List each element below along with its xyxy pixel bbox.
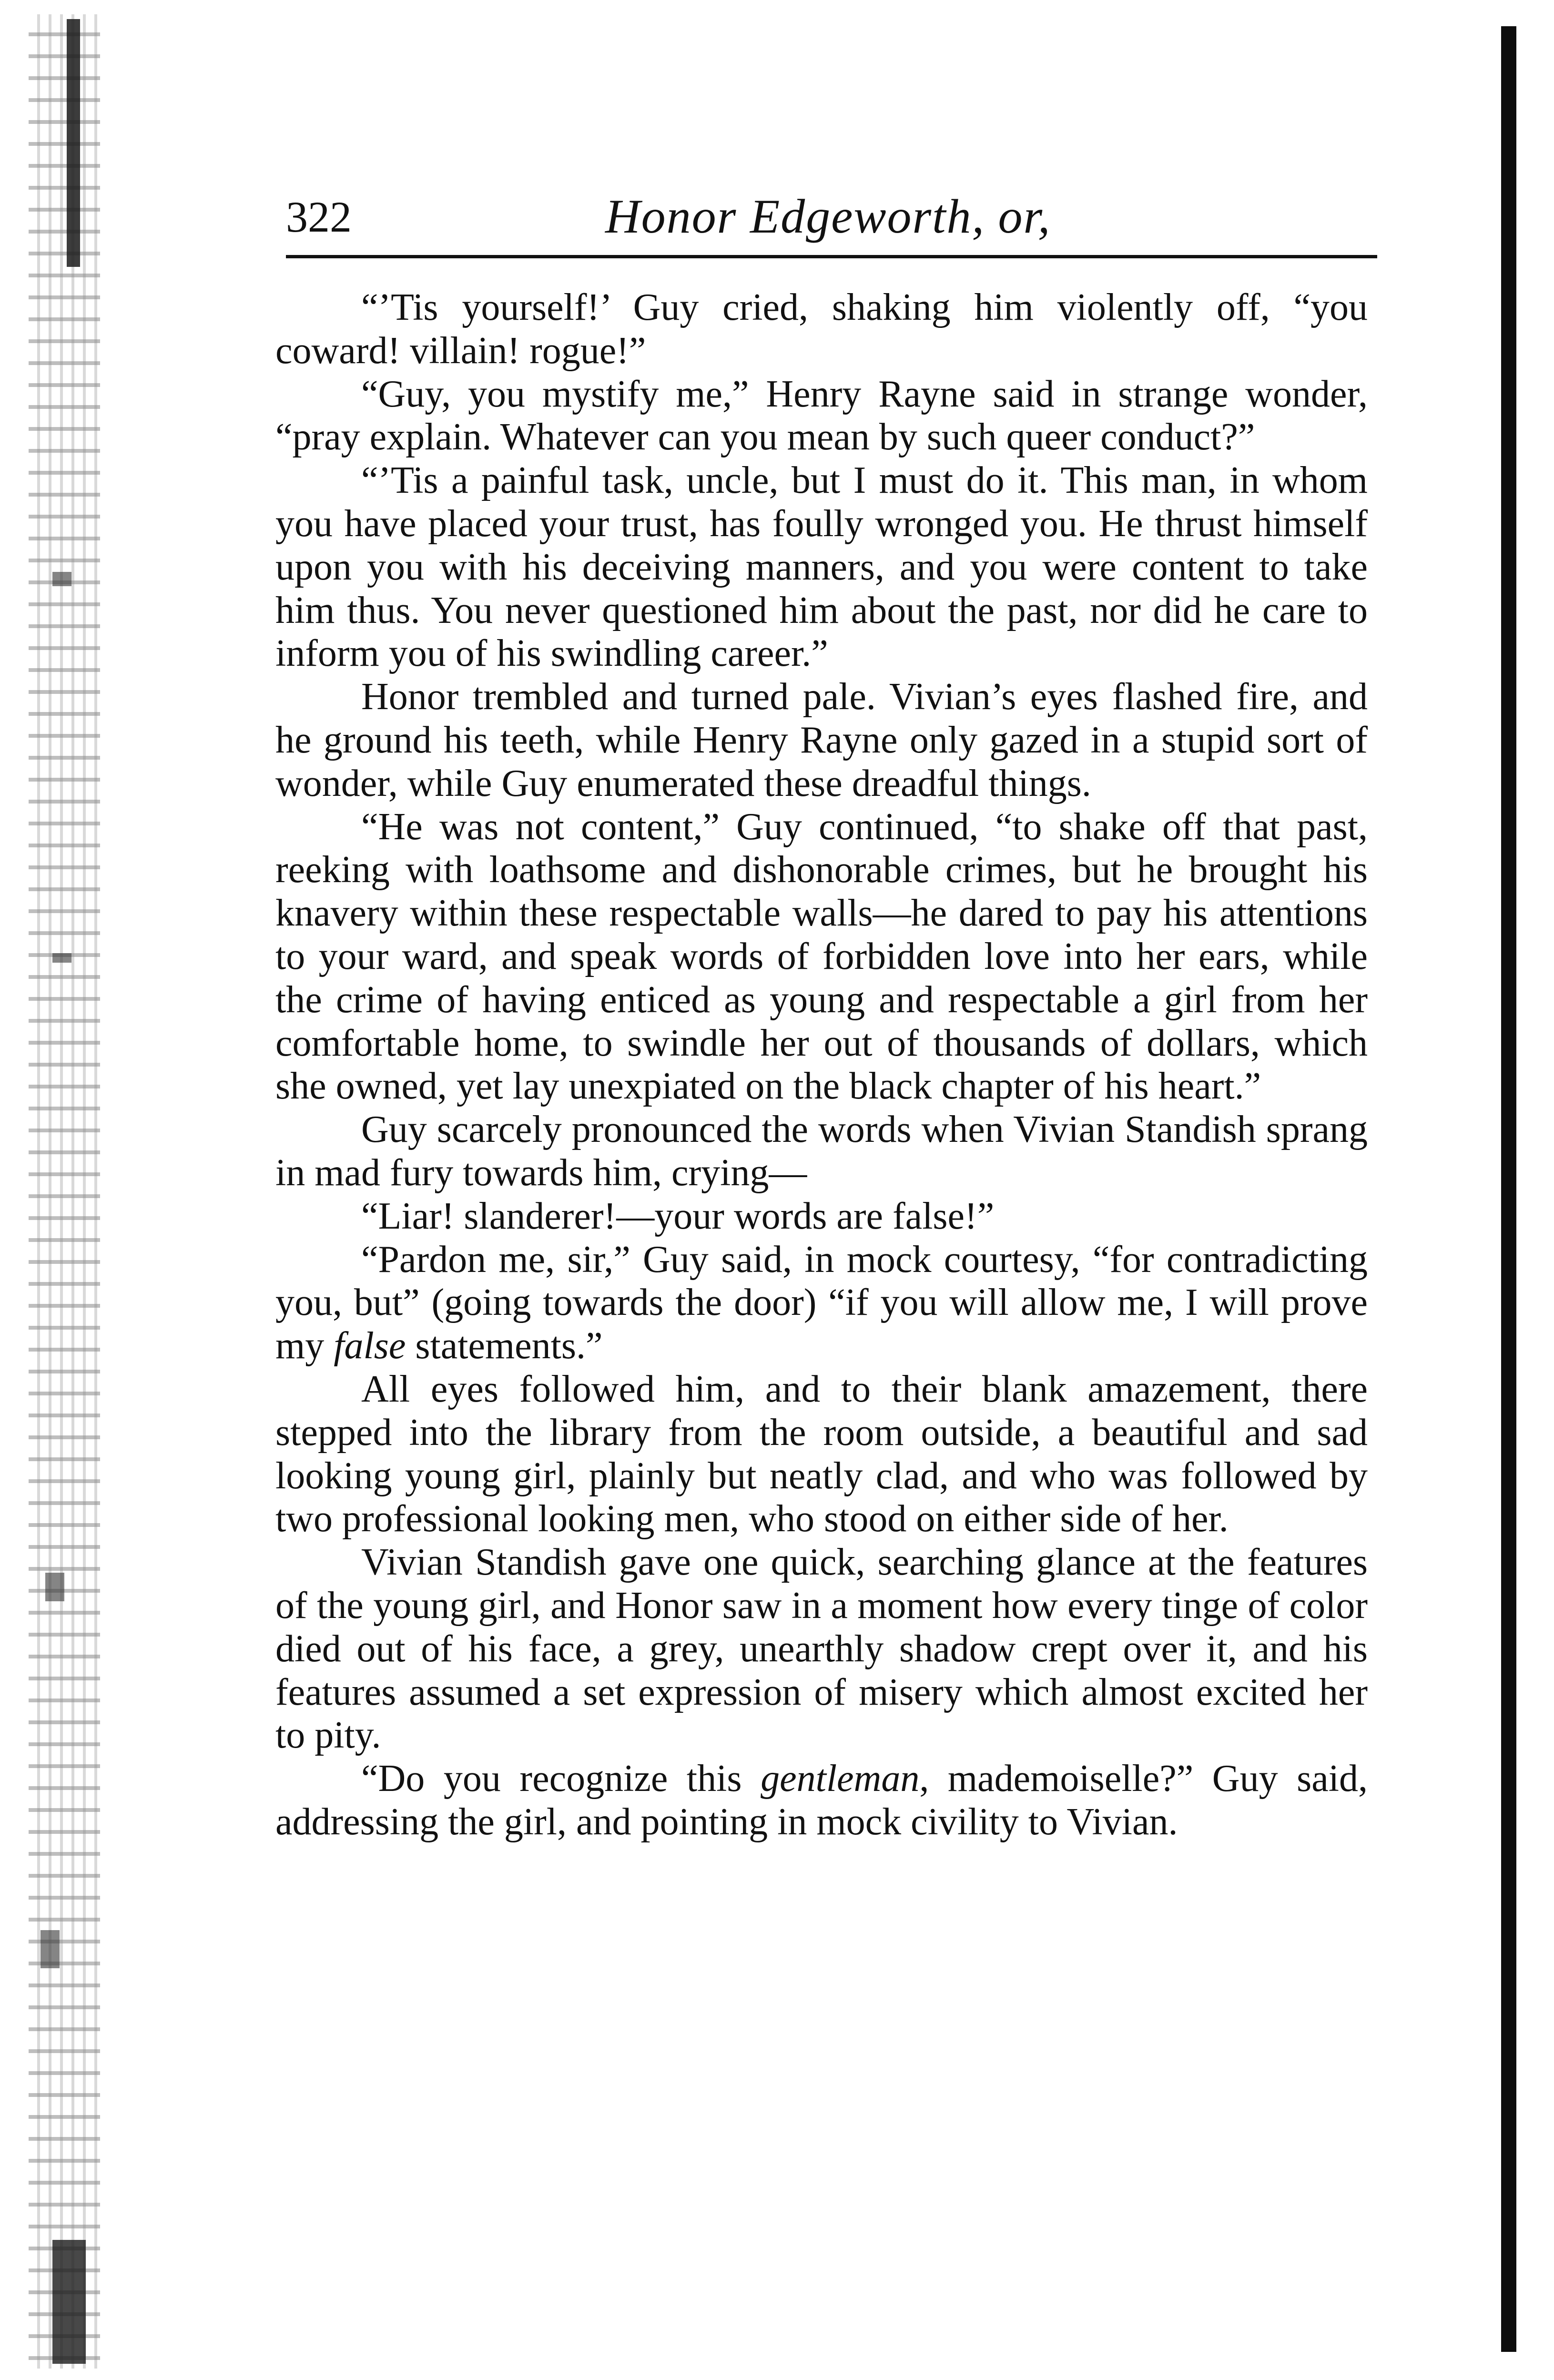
- italic-text: false: [334, 1325, 406, 1367]
- paragraph-text: Guy scarcely pronounced the words when Vivian Standish sprang in mad fury towards him, crying—: [275, 1109, 1368, 1194]
- italic-text: gentleman: [761, 1758, 920, 1800]
- header-rule: [286, 255, 1377, 258]
- scan-speck: [41, 1930, 60, 1968]
- scan-speck: [52, 953, 71, 963]
- binding-shadow-bar: [1501, 26, 1516, 2352]
- paragraph: [275, 286, 1368, 373]
- scan-speck: [52, 572, 71, 586]
- paragraph: [275, 805, 1368, 1109]
- scan-speck: [45, 1573, 64, 1601]
- page-number: 322: [286, 193, 352, 241]
- paragraph: [275, 1238, 1368, 1368]
- scan-edge-mark-top: [67, 19, 80, 267]
- running-title: Honor Edgeworth, or,: [605, 190, 1051, 244]
- paragraph-text: Honor trembled and turned pale. Vivian’s eyes flashed fire, and he ground his teeth, while Henry Rayne only gazed in a stupid sort of wonder, while Guy enumerated these dreadful things.: [275, 676, 1368, 804]
- body-text: [275, 286, 1368, 1844]
- paragraph-text: , mademoiselle?” Guy said, addressing the girl, and pointing in mock civility to Vivian.: [275, 1758, 1368, 1843]
- page-header: [286, 186, 1372, 248]
- paragraph-text: Vivian Standish gave one quick, searching glance at the features of the young girl, and Honor saw in a moment how every tinge of color died out of his face, a grey, unearthly shadow crept over it, and his features assumed a set expression of misery which almost excited her to pity.: [275, 1541, 1368, 1757]
- paragraph-text: “Liar! slanderer!—your words are false!”: [361, 1195, 995, 1237]
- paragraph: [275, 1368, 1368, 1541]
- paragraph: [275, 1541, 1368, 1757]
- paragraph-text: “’Tis a painful task, uncle, but I must do it. This man, in whom you have placed your trust, has foully wronged you. He thrust himself upon you with his deceiving manners, and you were content to take him thus. You never questioned him about the past, nor did he care to inform you of his swindling career.”: [275, 459, 1368, 675]
- paragraph: [275, 373, 1368, 459]
- paragraph: [275, 1108, 1368, 1195]
- paragraph: [275, 675, 1368, 805]
- scan-edge-mark-bottom: [52, 2240, 86, 2364]
- paragraph-text: All eyes followed him, and to their blank amazement, there stepped into the library from the room outside, a beautiful and sad looking young girl, plainly but neatly clad, and who was followed by two professional looking men, who stood on either side of her.: [275, 1368, 1368, 1540]
- paragraph-text: “Pardon me, sir,” Guy said, in mock courtesy, “for contradicting you, but” (going towards the door) “if you will allow me, I will prove my: [275, 1238, 1368, 1367]
- paragraph: [275, 1195, 1368, 1238]
- scan-edge-artifact: [29, 14, 100, 2369]
- paragraph-text: “He was not content,” Guy continued, “to shake off that past, reeking with loathsome and dishonorable crimes, but he brought his knavery within these respectable walls—he dared to pay his attentions to your ward, and speak words of forbidden love into her ears, while the crime of having enticed as young and respectable a girl from her comfortable home, to swindle her out of thousands of dollars, which she owned, yet lay unexpiated on the black chapter of his heart.”: [275, 805, 1368, 1108]
- paragraph-text: “’Tis yourself!’ Guy cried, shaking him violently off, “you coward! villain! rogue!”: [275, 286, 1368, 372]
- paragraph-text: statements.”: [406, 1325, 603, 1367]
- paragraph: [275, 459, 1368, 675]
- paragraph-text: “Guy, you mystify me,” Henry Rayne said in strange wonder, “pray explain. Whatever can you mean by such queer conduct?”: [275, 373, 1368, 458]
- paragraph-text: “Do you recognize this: [361, 1758, 761, 1800]
- paragraph: [275, 1757, 1368, 1844]
